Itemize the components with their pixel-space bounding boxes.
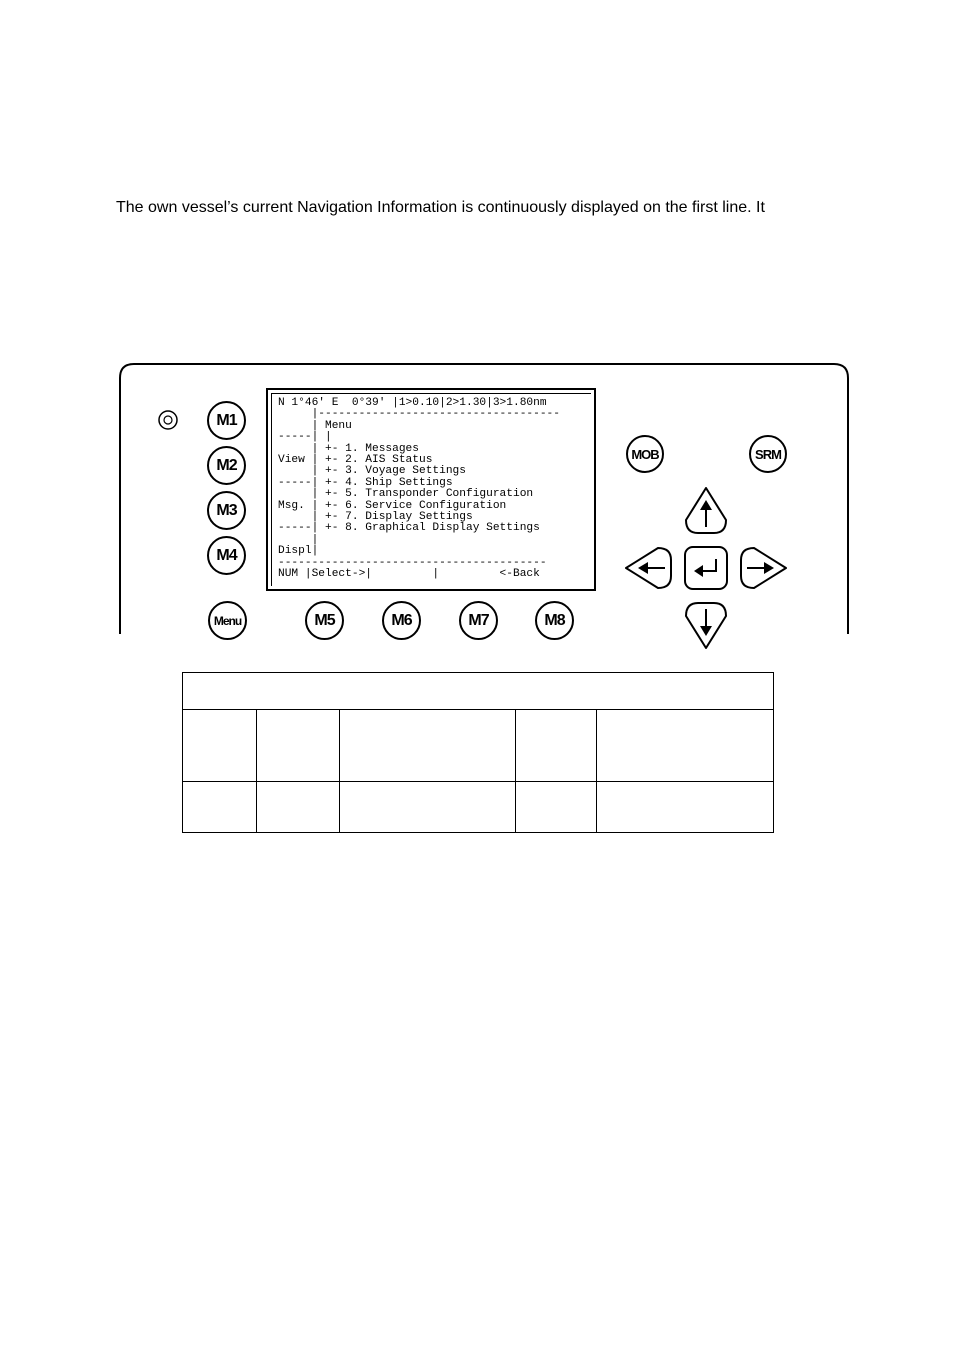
menu-key-label: Menu [213,613,242,628]
up-arrow-key[interactable] [686,488,726,533]
m5-key-label: M5 [314,611,335,629]
lcd-menu-item-ais-status: View | +- 2. AIS Status [278,454,433,467]
table-cell [340,782,516,833]
menu-key[interactable] [208,601,247,640]
lcd-softkey-bar: NUM |Select->| | <-Back [278,568,540,581]
left-arrow-key[interactable] [626,548,671,588]
lcd-line: ---------------------------------------- [278,556,547,569]
m7-key[interactable] [459,601,498,640]
table-cell [516,782,597,833]
m4-key-label: M4 [216,546,237,564]
lcd-menu-item-graphical-display-settings: -----| +- 8. Graphical Display Settings [278,522,540,535]
lcd-text [278,398,560,581]
lcd-line: Displ| [278,545,319,558]
m5-key[interactable] [305,601,344,640]
m3-key-label: M3 [216,501,237,519]
m2-key[interactable] [207,446,246,485]
empty-table [182,672,774,833]
table-cell [257,782,340,833]
status-led-icon [159,411,177,429]
m4-key[interactable] [207,536,246,575]
right-arrow-key[interactable] [741,548,786,588]
lcd-menu-item-transponder-configuration: | +- 5. Transponder Configuration [278,488,534,501]
table-header-cell [183,673,774,710]
table-cell [597,710,774,782]
intro-paragraph: The own vessel’s current Navigation Information is continuously displayed on the first line. It [116,199,765,216]
lcd-menu-item-messages: | +- 1. Messages [278,442,419,455]
enter-key[interactable] [685,547,727,589]
table-cell [183,782,257,833]
m1-key-label: M1 [216,411,237,429]
m1-key[interactable] [207,401,246,440]
lcd-menu-item-voyage-settings: | +- 3. Voyage Settings [278,465,466,478]
srm-key[interactable] [749,435,787,473]
table-cell [340,710,516,782]
lcd-line: |------------------------------------ [278,408,560,421]
lcd-menu-item-display-settings: | +- 7. Display Settings [278,511,473,524]
m6-key[interactable] [382,601,421,640]
m8-key-label: M8 [544,611,565,629]
m3-key[interactable] [207,491,246,530]
table-cell [597,782,774,833]
table-cell [516,710,597,782]
m6-key-label: M6 [391,611,412,629]
table-cell [183,710,257,782]
table-cell [257,710,340,782]
lcd-menu-item-ship-settings: -----| +- 4. Ship Settings [278,476,453,489]
m2-key-label: M2 [216,456,237,474]
m8-key[interactable] [535,601,574,640]
srm-key-label: SRM [755,446,781,462]
m7-key-label: M7 [468,611,489,629]
lcd-line: -----| | [278,431,332,444]
lcd-line: | [278,533,319,546]
down-arrow-key[interactable] [686,603,726,648]
lcd-line: N 1°46' E 0°39' |1>0.10|2>1.30|3>1.80nm [278,397,547,409]
lcd-menu-item-service-configuration: Msg. | +- 6. Service Configuration [278,499,507,512]
mob-key-label: MOB [631,446,659,462]
lcd-line: | Menu [278,419,352,432]
lcd-screen [266,388,596,591]
mob-key[interactable] [626,435,664,473]
